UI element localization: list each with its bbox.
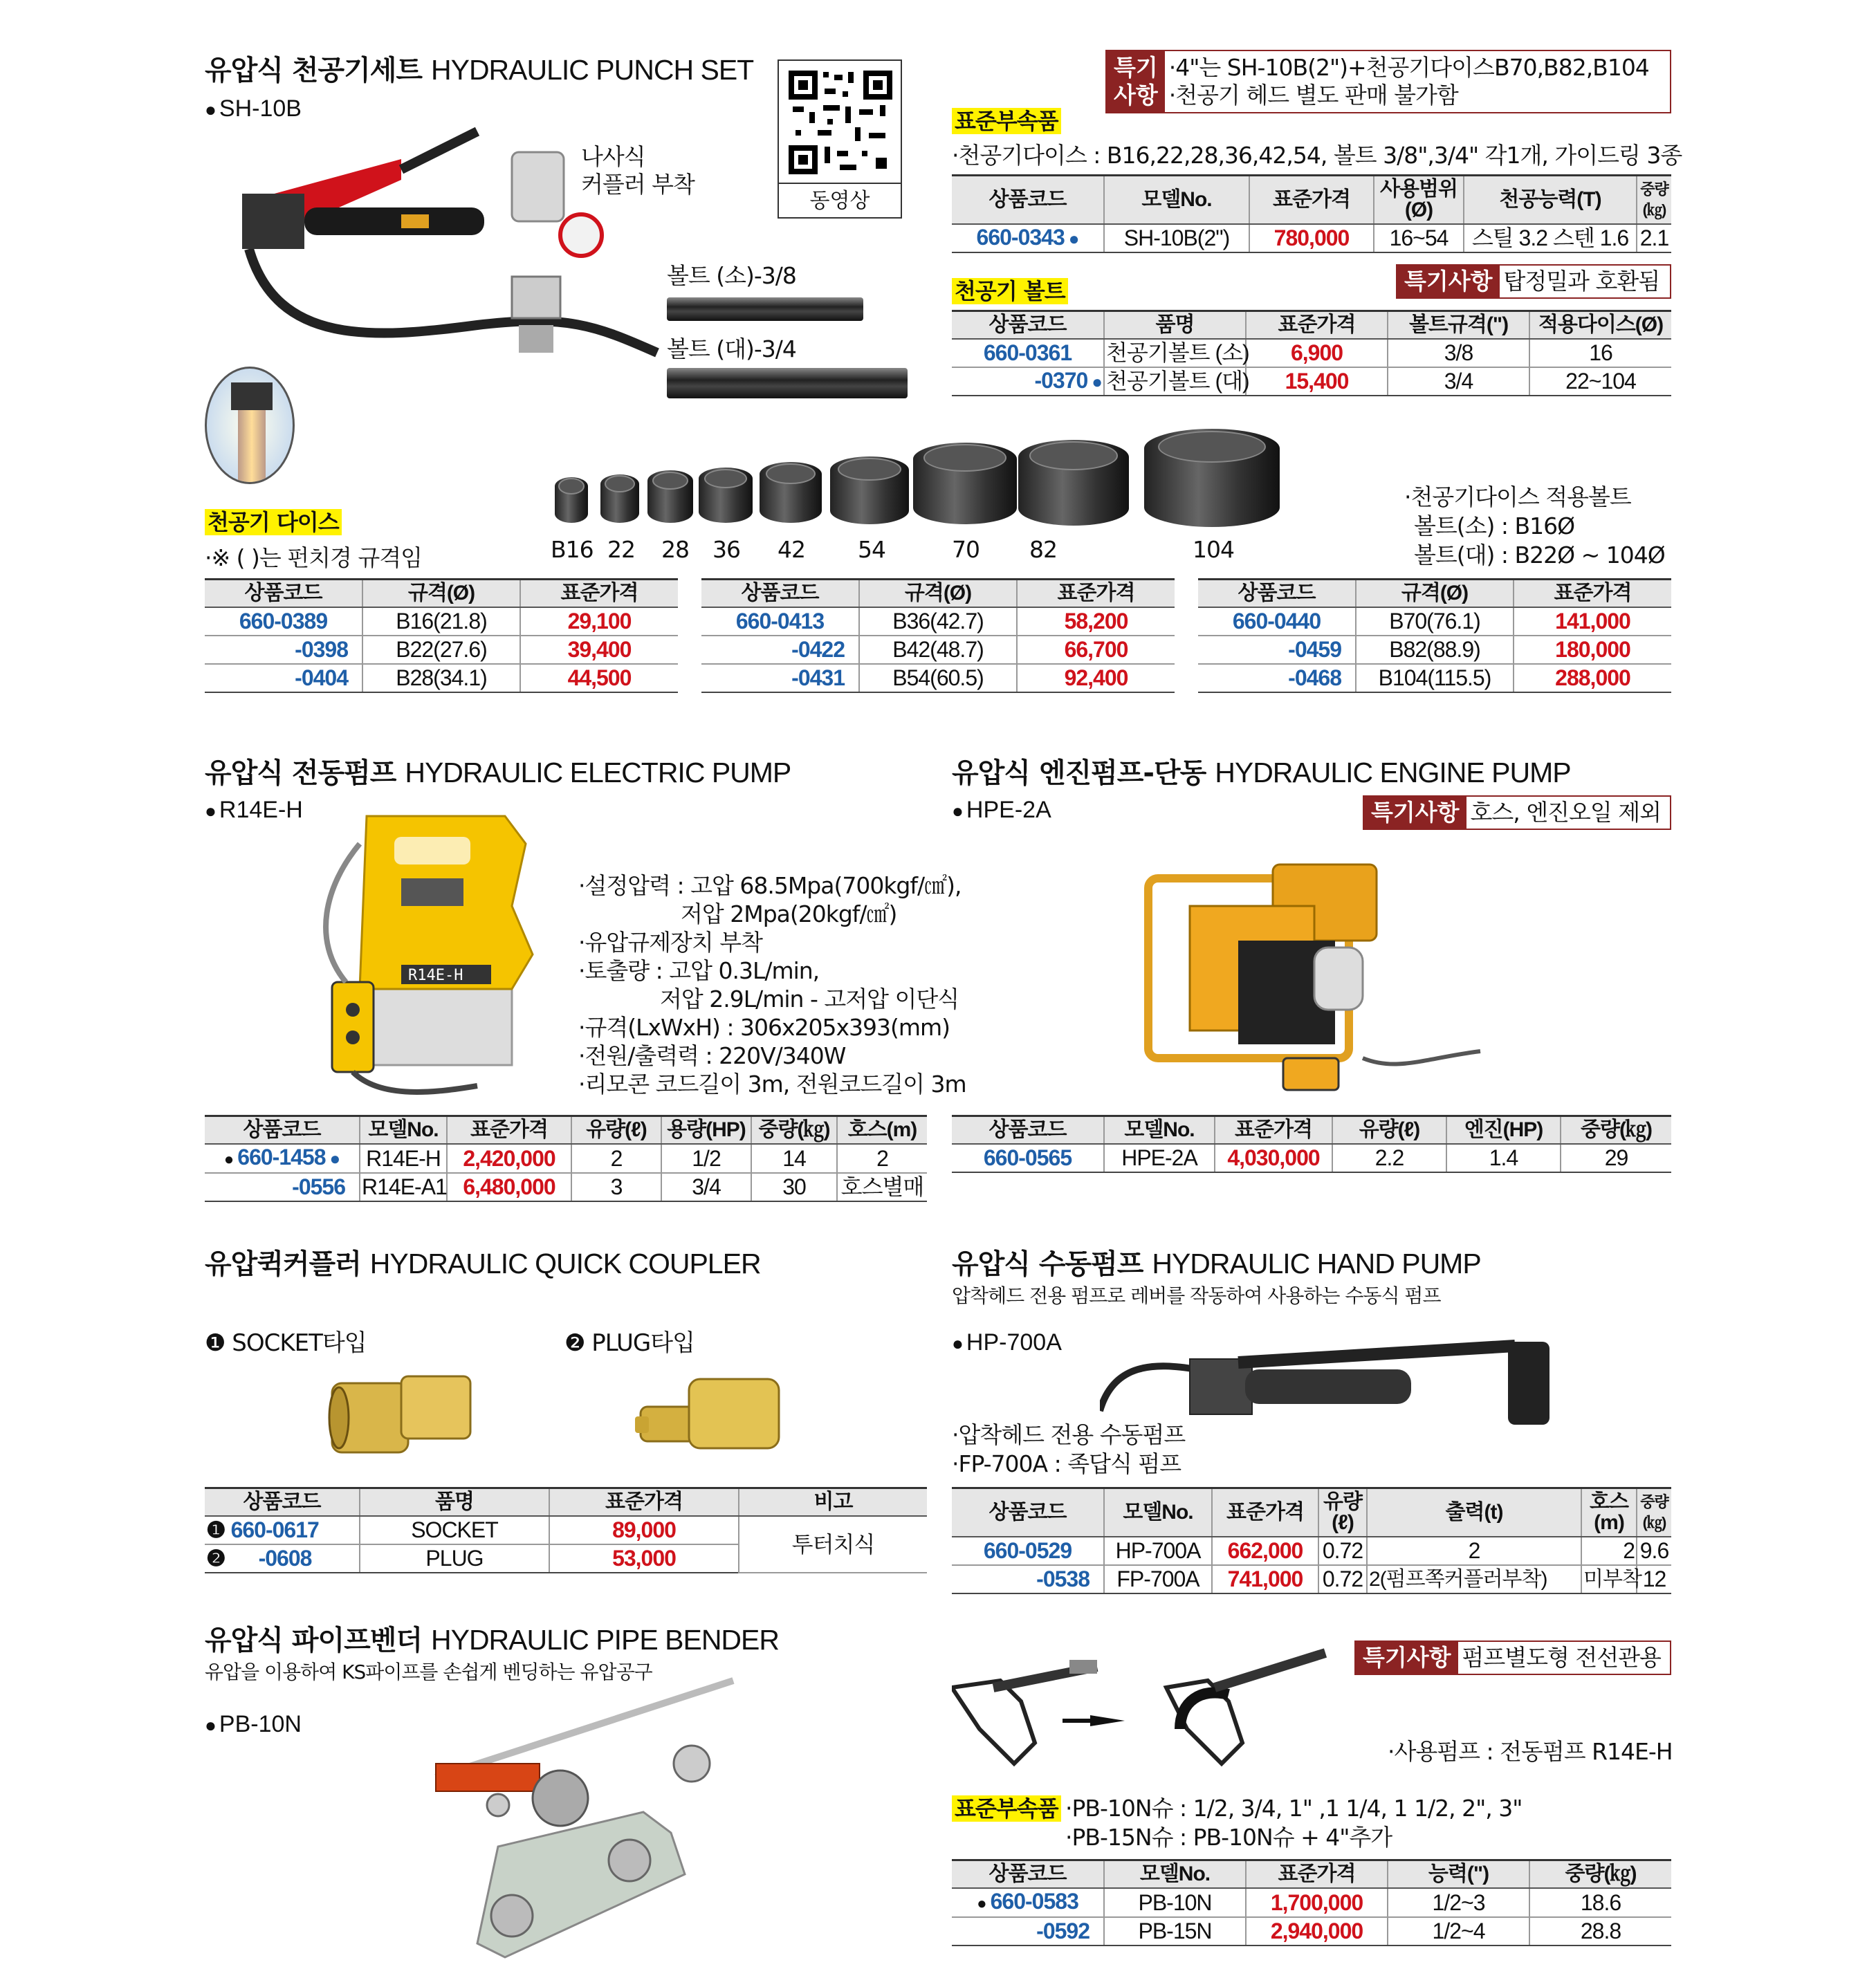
table-cell: 18.6 [1529, 1888, 1671, 1917]
table-header-cell: 용량(HP) [661, 1116, 751, 1145]
table-header-cell: 표준가격 [1017, 580, 1175, 608]
table-header-cell: 표준가격 [1215, 1116, 1332, 1145]
th-weight: 중량(㎏) [1637, 176, 1671, 225]
engine-table [952, 1115, 1671, 1173]
dies-note: ·※ ( )는 펀치경 규격임 [205, 544, 422, 571]
table-header-cell: 비고 [739, 1488, 927, 1517]
bender-accessory-1: ·PB-10N슈 : 1/2, 3/4, 1" ,1 1/4, 1 1/2, 2", 3" [1065, 1795, 1523, 1822]
table-header-cell: 모델No. [1104, 1860, 1246, 1889]
coupler-title: 유압퀵커플러 HYDRAULIC QUICK COUPLER [205, 1248, 761, 1280]
table-row [952, 1917, 1671, 1945]
table-row [701, 636, 1175, 664]
die-image [647, 470, 693, 523]
table-row [952, 311, 1671, 340]
table-row [1198, 636, 1671, 664]
punch-detail-circle [205, 367, 295, 484]
table-cell: PB-15N [1104, 1917, 1246, 1945]
table-cell: 29 [1561, 1144, 1671, 1172]
th-code: 상품코드 [952, 176, 1104, 225]
epump-title: 유압식 전동펌프 HYDRAULIC ELECTRIC PUMP [205, 757, 791, 789]
bolt-large-label: 볼트 (대)-3/4 [667, 335, 796, 362]
bolt-small-label: 볼트 (소)-3/8 [667, 262, 796, 289]
table-cell: 6,480,000 [447, 1173, 571, 1201]
bender-title: 유압식 파이프벤더 HYDRAULIC PIPE BENDER [205, 1624, 779, 1656]
table-cell: B36(42.7) [859, 607, 1017, 636]
table-cell: 2(펌프쪽커플러부착) [1367, 1565, 1581, 1593]
bender-usage-diagram [952, 1646, 1339, 1784]
die-image [760, 462, 822, 523]
bender-accessory-2: ·PB-15N슈 : PB-10N슈 + 4"추가 [1065, 1824, 1392, 1851]
table-row [952, 339, 1671, 367]
dies-table-2 [701, 578, 1175, 693]
bolt-section-label: 천공기 볼트 [952, 278, 1068, 304]
electric-pump-image [270, 802, 574, 1107]
table-row [952, 1537, 1671, 1565]
table-header-cell: 상품코드 [952, 311, 1104, 340]
table-header-cell: 유량(ℓ) [571, 1116, 661, 1145]
bender-special-note: 특기사항 펌프별도형 전선관용 [1354, 1640, 1671, 1675]
table-cell: 141,000 [1514, 607, 1671, 636]
table-cell: 30 [751, 1173, 837, 1201]
table-header-cell: 표준가격 [1514, 580, 1671, 608]
table-header-cell: 유량(ℓ) [1318, 1488, 1367, 1537]
table-cell: 2,940,000 [1246, 1917, 1388, 1945]
die-size: 54 [858, 536, 885, 563]
table-cell: 2 [837, 1144, 927, 1173]
table-row [701, 607, 1175, 636]
table-cell: 16 [1529, 339, 1671, 367]
table-cell: 660-0440 [1198, 607, 1356, 636]
table-cell: 2 [571, 1144, 661, 1173]
hand-desc: 압착헤드 전용 펌프로 레버를 작동하여 사용하는 수동식 펌프 [952, 1284, 1441, 1307]
punch-model: ● SH-10B [205, 95, 302, 122]
table-row [205, 1516, 927, 1544]
hand-note-2: ·FP-700A : 족답식 펌프 [952, 1450, 1181, 1477]
bolt-large-image [667, 368, 908, 398]
table-header-cell: 표준가격 [549, 1488, 739, 1517]
engine-special-note: 특기사항 호스, 엔진오일 제외 [1363, 795, 1671, 830]
engine-pump-image [1134, 851, 1494, 1107]
die-image [913, 443, 1017, 524]
table-header-cell: 표준가격 [520, 580, 678, 608]
table-cell: 1/2~4 [1388, 1917, 1529, 1945]
table-cell: 288,000 [1514, 664, 1671, 692]
bender-use-pump: ·사용펌프 : 전동펌프 R14E-H [1388, 1738, 1673, 1765]
epump-specs: ·설정압력 : 고압 68.5Mpa(700kgf/㎠), 저압 2Mpa(20kgf/㎠) ·유압규제장치 부착 ·토출량 : 고압 0.3L/min, 저압 2.9L/min - 고저압 이단식 ·규격(LxWxH) : 306x205x393(mm) ·전원/출력력 : 220V/340W ·리모콘 코드길이 3m, 전원코드길이 3m [578, 872, 966, 1098]
table-cell: 2.2 [1332, 1144, 1446, 1172]
epump-model: ● R14E-H [205, 797, 303, 824]
table-header-cell: 중량(㎏) [751, 1116, 837, 1145]
table-header-cell: 상품코드 [205, 580, 362, 608]
table-cell: 2.1 [1637, 224, 1671, 252]
table-cell: 0.72 [1318, 1565, 1367, 1593]
die-bolt-note-3: 볼트(대) : B22Ø ~ 104Ø [1414, 542, 1665, 569]
table-cell: 3/8 [1388, 339, 1529, 367]
punch-table [952, 174, 1671, 253]
table-cell: ❷ -0608 [205, 1544, 360, 1573]
table-cell: 2,420,000 [447, 1144, 571, 1173]
pipe-bender-image [422, 1667, 754, 1971]
die-size: 28 [661, 536, 689, 563]
table-cell: 2 [1581, 1537, 1637, 1565]
table-header-cell: 모델No. [1104, 1488, 1212, 1537]
table-row [1198, 580, 1671, 608]
bender-accessory-label: 표준부속품 [952, 1795, 1061, 1822]
table-cell: 16~54 [1374, 224, 1464, 252]
table-cell: HP-700A [1104, 1537, 1212, 1565]
die-size: 104 [1193, 536, 1234, 563]
die-size: 22 [607, 536, 635, 563]
table-header-cell: 규격(Ø) [1356, 580, 1514, 608]
hand-note-1: ·압착헤드 전용 수동펌프 [952, 1421, 1186, 1448]
table-cell: R14E-A1 [360, 1173, 447, 1201]
table-cell: 1/2~3 [1388, 1888, 1529, 1917]
table-cell: B42(48.7) [859, 636, 1017, 664]
table-header-cell: 호스(m) [837, 1116, 927, 1145]
table-cell: -0370 ● [952, 367, 1104, 396]
table-cell: 89,000 [549, 1516, 739, 1544]
table-header-cell: 능력(") [1388, 1860, 1529, 1889]
th-range: 사용범위(Ø) [1374, 176, 1464, 225]
table-cell: -0459 [1198, 636, 1356, 664]
engine-title: 유압식 엔진펌프-단동 HYDRAULIC ENGINE PUMP [952, 757, 1571, 789]
bolt-special-note: 특기사항 탑정밀과 호환됨 [1396, 264, 1671, 299]
table-cell: R14E-H [360, 1144, 447, 1173]
table-cell: -0592 [952, 1917, 1104, 1945]
table-cell: 12 [1637, 1565, 1671, 1593]
svg-text:R14E-H: R14E-H [408, 967, 463, 984]
die-image [1144, 429, 1280, 527]
table-row [952, 1565, 1671, 1593]
table-header-cell: 규격(Ø) [859, 580, 1017, 608]
table-row [205, 1144, 927, 1173]
table-cell: B82(88.9) [1356, 636, 1514, 664]
die-image [1018, 440, 1129, 526]
bender-desc: 유압을 이용하여 KS파이프를 손쉽게 벤딩하는 유압공구 [205, 1661, 652, 1683]
table-cell: 1.4 [1446, 1144, 1561, 1172]
table-cell: 천공기볼트 (소) [1104, 339, 1246, 367]
table-cell: -0404 [205, 664, 362, 692]
coupler-type-1: ❶ SOCKET타입 [205, 1329, 367, 1357]
table-header-cell: 중량(㎏) [1637, 1488, 1671, 1537]
table-cell: 15,400 [1246, 367, 1388, 396]
table-cell: 660-0343 ● [952, 224, 1104, 252]
bolt-table [952, 310, 1671, 396]
table-cell: 투터치식 [739, 1516, 927, 1573]
table-cell: 4,030,000 [1215, 1144, 1332, 1172]
table-cell: PLUG [360, 1544, 549, 1573]
table-header-cell: 적용다이스(Ø) [1529, 311, 1671, 340]
table-cell: 천공기볼트 (대) [1104, 367, 1246, 396]
table-row [952, 1888, 1671, 1917]
socket-coupler-image [325, 1369, 477, 1459]
die-size: 42 [778, 536, 805, 563]
table-row [205, 636, 678, 664]
table-cell: 1,700,000 [1246, 1888, 1388, 1917]
table-cell: ❶ 660-0617 [205, 1516, 360, 1544]
table-cell: 14 [751, 1144, 837, 1173]
table-row [701, 580, 1175, 608]
table-cell: 28.8 [1529, 1917, 1671, 1945]
table-row [205, 607, 678, 636]
table-header-cell: 출력(t) [1367, 1488, 1581, 1537]
table-cell: 3/4 [1388, 367, 1529, 396]
table-cell: 2 [1367, 1537, 1581, 1565]
table-cell: B70(76.1) [1356, 607, 1514, 636]
table-header-cell: 중량(㎏) [1561, 1116, 1671, 1145]
table-row [205, 1116, 927, 1145]
table-cell: ● 660-1458 ● [205, 1144, 360, 1173]
qr-code-icon [779, 61, 901, 183]
table-cell: 53,000 [549, 1544, 739, 1573]
table-cell: B54(60.5) [859, 664, 1017, 692]
table-cell: 660-0529 [952, 1537, 1104, 1565]
qr-label: 동영상 [779, 183, 901, 219]
die-image [830, 456, 909, 524]
table-cell: 6,900 [1246, 339, 1388, 367]
table-header-cell: 상품코드 [952, 1860, 1104, 1889]
die-bolt-note-2: 볼트(소) : B16Ø [1414, 512, 1575, 539]
table-cell: 호스별매 [837, 1173, 927, 1201]
table-cell: 22~104 [1529, 367, 1671, 396]
table-cell: 스틸 3.2 스텐 1.6 [1464, 224, 1637, 252]
table-cell: 180,000 [1514, 636, 1671, 664]
table-cell: 29,100 [520, 607, 678, 636]
table-row [205, 1173, 927, 1201]
table-cell: PB-10N [1104, 1888, 1246, 1917]
hand-table [952, 1487, 1671, 1594]
table-row [952, 1116, 1671, 1145]
table-row [952, 1144, 1671, 1172]
die-size: 82 [1029, 536, 1057, 563]
table-cell: 미부착 [1581, 1565, 1637, 1593]
bender-model: ● PB-10N [205, 1711, 302, 1738]
table-header-cell: 상품코드 [205, 1116, 360, 1145]
table-header-cell: 품명 [1104, 311, 1246, 340]
bender-table [952, 1859, 1671, 1946]
th-model: 모델No. [1104, 176, 1249, 225]
table-cell: 660-0413 [701, 607, 859, 636]
punch-set-image [235, 118, 719, 408]
table-cell: 3/4 [661, 1173, 751, 1201]
table-header-cell: 상품코드 [205, 1488, 360, 1517]
die-bolt-note-1: ·천공기다이스 적용볼트 [1404, 483, 1631, 510]
dies-table-3 [1198, 578, 1671, 693]
table-cell: 660-0389 [205, 607, 362, 636]
table-row [952, 367, 1671, 396]
table-cell: 58,200 [1017, 607, 1175, 636]
table-cell: B28(34.1) [362, 664, 520, 692]
qr-box[interactable] [778, 59, 902, 219]
table-cell: SH-10B(2") [1104, 224, 1249, 252]
punch-accessory-text: ·천공기다이스 : B16,22,28,36,42,54, 볼트 3/8",3/4" 각1개, 가이드링 3종 [952, 142, 1682, 169]
th-capacity: 천공능력(T) [1464, 176, 1637, 225]
table-header-cell: 중량(㎏) [1529, 1860, 1671, 1889]
table-cell: -0556 [205, 1173, 360, 1201]
bolt-small-image [667, 297, 863, 321]
table-cell: 660-0361 [952, 339, 1104, 367]
table-cell: SOCKET [360, 1516, 549, 1544]
punch-special-note: 특기 사항 ·4"는 SH-10B(2")+천공기다이스B70,B82,B104 ·천공기 헤드 별도 판매 불가함 [1105, 50, 1671, 113]
table-cell: 66,700 [1017, 636, 1175, 664]
table-cell: 3 [571, 1173, 661, 1201]
table-row [205, 664, 678, 692]
table-cell: 1/2 [661, 1144, 751, 1173]
table-cell: B104(115.5) [1356, 664, 1514, 692]
table-row [952, 1860, 1671, 1889]
die-size: B16 [551, 536, 594, 563]
coupler-label-1: 나사식 [581, 143, 645, 170]
table-row [1198, 607, 1671, 636]
table-row [952, 224, 1671, 252]
table-row [205, 1488, 927, 1517]
table-cell: 39,400 [520, 636, 678, 664]
table-header-cell: 품명 [360, 1488, 549, 1517]
table-cell: 741,000 [1212, 1565, 1318, 1593]
table-cell: 660-0565 [952, 1144, 1104, 1172]
table-header-cell: 볼트규격(") [1388, 311, 1529, 340]
table-cell: HPE-2A [1104, 1144, 1215, 1172]
epump-table [205, 1115, 927, 1202]
table-header-cell: 표준가격 [1212, 1488, 1318, 1537]
hand-title: 유압식 수동펌프 HYDRAULIC HAND PUMP [952, 1248, 1481, 1280]
dies-section-label: 천공기 다이스 [205, 509, 342, 535]
table-cell: 9.6 [1637, 1537, 1671, 1565]
table-row [701, 664, 1175, 692]
die-size: 70 [952, 536, 980, 563]
table-header-cell: 모델No. [360, 1116, 447, 1145]
table-row [952, 176, 1671, 225]
table-header-cell: 호스(m) [1581, 1488, 1637, 1537]
table-header-cell: 상품코드 [1198, 580, 1356, 608]
coupler-table [205, 1487, 927, 1573]
dies-table-1 [205, 578, 678, 693]
die-size: 36 [712, 536, 740, 563]
die-image [555, 477, 588, 523]
table-cell: B16(21.8) [362, 607, 520, 636]
punch-accessory-label: 표준부속품 [952, 108, 1061, 134]
table-cell: -0468 [1198, 664, 1356, 692]
table-cell: 0.72 [1318, 1537, 1367, 1565]
table-cell: 780,000 [1249, 224, 1374, 252]
table-cell: 92,400 [1017, 664, 1175, 692]
table-header-cell: 표준가격 [447, 1116, 571, 1145]
table-cell: 662,000 [1212, 1537, 1318, 1565]
table-header-cell: 상품코드 [952, 1488, 1104, 1537]
table-header-cell: 상품코드 [701, 580, 859, 608]
table-header-cell: 모델No. [1104, 1116, 1215, 1145]
die-image [600, 474, 639, 523]
th-price: 표준가격 [1249, 176, 1374, 225]
table-header-cell: 표준가격 [1246, 311, 1388, 340]
table-header-cell: 엔진(HP) [1446, 1116, 1561, 1145]
table-header-cell: 유량(ℓ) [1332, 1116, 1446, 1145]
plug-coupler-image [634, 1358, 786, 1462]
coupler-label-2: 커플러 부착 [581, 171, 695, 198]
coupler-type-2: ❷ PLUG타입 [564, 1329, 695, 1357]
table-row [205, 580, 678, 608]
punch-title: 유압식 천공기세트 HYDRAULIC PUNCH SET [205, 54, 754, 86]
table-cell: 44,500 [520, 664, 678, 692]
table-header-cell: 규격(Ø) [362, 580, 520, 608]
table-cell: B22(27.6) [362, 636, 520, 664]
table-header-cell: 표준가격 [1246, 1860, 1388, 1889]
table-cell: -0538 [952, 1565, 1104, 1593]
table-cell: FP-700A [1104, 1565, 1212, 1593]
table-row [1198, 664, 1671, 692]
table-header-cell: 상품코드 [952, 1116, 1104, 1145]
die-image [699, 468, 753, 523]
engine-model: ● HPE-2A [952, 797, 1051, 824]
table-cell: ● 660-0583 [952, 1888, 1104, 1917]
table-cell: -0398 [205, 636, 362, 664]
table-row [952, 1488, 1671, 1537]
hand-model: ● HP-700A [952, 1329, 1062, 1356]
table-cell: -0422 [701, 636, 859, 664]
table-cell: -0431 [701, 664, 859, 692]
